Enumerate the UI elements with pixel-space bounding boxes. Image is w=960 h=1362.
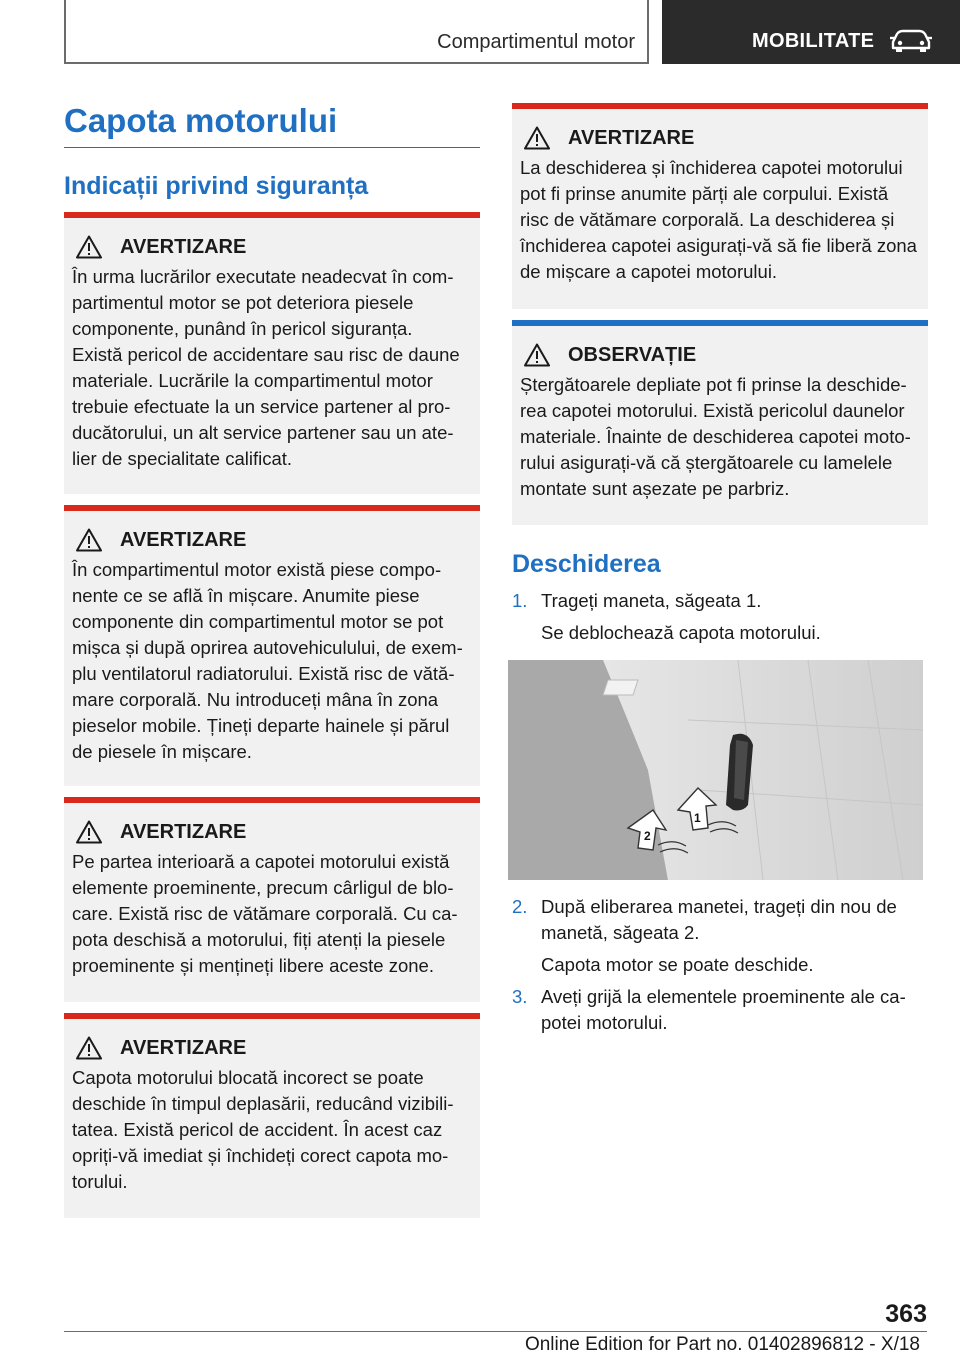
step-3 [512, 984, 928, 1036]
section-title: MOBILITATE [752, 30, 875, 52]
warning-box-3 [64, 797, 480, 1002]
step-number: 1. [512, 590, 528, 611]
warning-label: AVERTIZARE [120, 235, 247, 258]
step-number: 2. [512, 896, 528, 917]
notice-label: OBSERVAȚIE [568, 343, 697, 366]
warning-text: În urma lucrărilor executate neadecvat în com- partimentul motor se pot deteriora piesele componente, punând în pericol siguranța. Există pericol de accidentare sau risc de daune materiale. Lucrările la compartimentul motor trebuie efectuate la un service partener al pro- ducătorului, un alt service partener sau un ate- lier de specialitate calificat. [72, 266, 460, 469]
step-2 [512, 894, 928, 946]
warning-text: Pe partea interioară a capotei motorului există elemente proeminente, precum cârligul de blo- care. Există risc de vătămare corporală. Cu ca- pota deschisă a motorului, fiți atenți la piesele proeminente și mențineți libere aceste zone. [72, 851, 458, 976]
warning-box-2 [64, 505, 480, 786]
warning-triangle-icon [76, 1036, 102, 1060]
warning-label: AVERTIZARE [120, 1036, 247, 1059]
step-1-result: Se deblochează capota motorului. [541, 622, 821, 643]
svg-text:⛍: ⛍ [713, 781, 723, 791]
step-text: După eliberarea manetei, trageți din nou de manetă, săgeata 2. [541, 896, 897, 943]
footer-rule [64, 1331, 927, 1332]
warning-box-1 [64, 212, 480, 494]
warning-label: AVERTIZARE [568, 126, 695, 149]
warning-text: La deschiderea și închiderea capotei motorului pot fi prinse anumite părți ale corpului. Există risc de vătămare corporală. La deschiderea și închiderea capotei asigurați-vă să fie liberă zona de mișcare a capotei motorului. [520, 157, 917, 282]
step-text: Trageți maneta, săgeata 1. [541, 590, 762, 611]
footer-edition: Online Edition for Part no. 01402896812 - X/18 [524, 1334, 920, 1355]
warning-text: Capota motorului blocată incorect se poate deschide în timpul deplasării, reducând vizibili- tatea. Există pericol de accident. În acest caz opriți-vă imediat și închideți corect capota mo- torului. [72, 1067, 454, 1192]
section-heading-opening: Deschiderea [512, 550, 661, 578]
title-rule [64, 147, 480, 148]
warning-box-4 [64, 1013, 480, 1218]
step-2-result: Capota motor se poate deschide. [541, 954, 814, 975]
hood-release-illustration [508, 660, 923, 880]
notice-box [512, 320, 928, 525]
header-chapter-tab [64, 0, 649, 64]
warning-box-right [512, 103, 928, 309]
header-section-tab [662, 0, 960, 64]
section-heading-safety: Indicații privind siguranța [64, 172, 369, 200]
page-number: 363 [885, 1300, 927, 1328]
warning-triangle-icon [76, 235, 102, 259]
warning-triangle-icon [524, 126, 550, 150]
chapter-title: Compartimentul motor [437, 31, 635, 53]
warning-triangle-icon [524, 343, 550, 367]
warning-text: În compartimentul motor există piese compo- nente ce se află în mișcare. Anumite piese componente din compartimentul motor se pot mișca și după oprirea autovehiculului, de exem- plu ventilatorul radiatorului. Există risc de vătă- mare corporală. Nu introduceți mâna în zona pieselor mobile. Țineți departe hainele și părul de piesele în mișcare. [72, 559, 463, 762]
warning-triangle-icon [76, 528, 102, 552]
step-1 [512, 588, 928, 614]
car-icon [890, 28, 932, 52]
step-number: 3. [512, 986, 528, 1007]
page-title: Capota motorului [64, 102, 338, 139]
arrow-label-1: 1 [694, 811, 701, 825]
notice-text: Ștergătoarele depliate pot fi prinse la deschide- rea capotei motorului. Există pericolul daunelor materiale. Înainte de deschiderea capotei moto- rului asigurați-vă că ștergătoarele cu lamelele montate sunt așezate pe parbriz. [520, 374, 911, 499]
warning-label: AVERTIZARE [120, 528, 247, 551]
arrow-label-2: 2 [644, 829, 651, 843]
warning-triangle-icon [76, 820, 102, 844]
step-text: Aveți grijă la elementele proeminente ale ca- potei motorului. [541, 986, 906, 1033]
hood-release-lever-photo [508, 660, 923, 880]
warning-label: AVERTIZARE [120, 820, 247, 843]
